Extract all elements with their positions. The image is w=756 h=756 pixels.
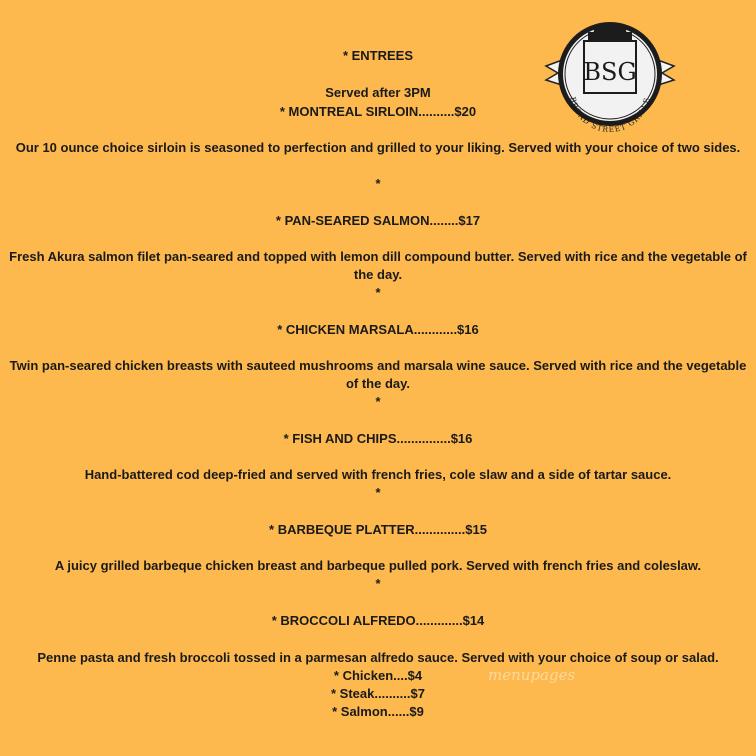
item-title-broccoli-alfredo: * BROCCOLI ALFREDO.............$14 — [271, 613, 485, 628]
served-note: Served after 3PM — [325, 85, 431, 100]
addon-salmon: * Salmon......$9 — [332, 704, 424, 719]
item-separator-star: * — [375, 394, 381, 409]
item-description-chicken-marsala: Twin pan-seared chicken breasts with sauteed mushrooms and marsala wine sauce. Served with rice and the vegetable of the day. — [9, 358, 747, 391]
logo-monogram: BSG — [583, 58, 637, 86]
watermark: menupages — [488, 666, 576, 684]
item-separator-star: * — [375, 176, 381, 191]
item-description-sirloin: Our 10 ounce choice sirloin is seasoned to perfection and grilled to your liking. Served with your choice of two sides. — [15, 140, 741, 155]
item-title-chicken-marsala: * CHICKEN MARSALA............$16 — [277, 322, 479, 337]
logo-arc-text: BROAD STREET GRILLE — [568, 95, 652, 132]
item-description-salmon: Fresh Akura salmon filet pan-seared and topped with lemon dill compound butter. Served with rice and the vegetable of the day. — [9, 249, 747, 282]
section-title: * ENTREES — [342, 48, 414, 63]
item-description-barbeque-platter: A juicy grilled barbeque chicken breast and barbeque pulled pork. Served with french fries and coleslaw. — [54, 558, 702, 573]
item-separator-star: * — [375, 485, 381, 500]
addon-steak: * Steak..........$7 — [331, 686, 425, 701]
item-separator-star: * — [375, 576, 381, 591]
item-description-broccoli-alfredo: Penne pasta and fresh broccoli tossed in a parmesan alfredo sauce. Served with your choice of soup or salad. — [37, 650, 719, 665]
item-title-sirloin: * MONTREAL SIRLOIN..........$20 — [279, 104, 477, 119]
item-separator-star: * — [375, 285, 381, 300]
addon-chicken: * Chicken....$4 — [333, 668, 423, 683]
item-title-barbeque-platter: * BARBEQUE PLATTER..............$15 — [269, 522, 487, 537]
item-title-salmon: * PAN-SEARED SALMON........$17 — [275, 213, 481, 228]
item-description-fish-and-chips: Hand-battered cod deep-fried and served with french fries, cole slaw and a side of tartar sauce. — [84, 467, 672, 482]
item-title-fish-and-chips: * FISH AND CHIPS...............$16 — [283, 431, 473, 446]
